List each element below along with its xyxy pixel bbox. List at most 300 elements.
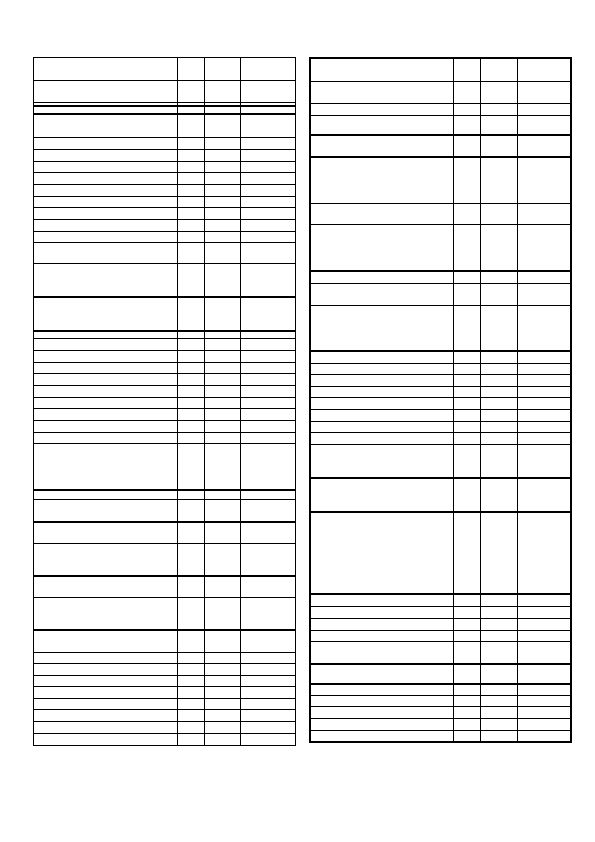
left-table-row	[34, 351, 296, 363]
left-table-cell	[178, 490, 205, 500]
left-table-cell	[34, 197, 178, 208]
left-table-cell	[205, 185, 241, 197]
left-table-cell	[34, 664, 178, 676]
left-table-cell	[178, 386, 205, 398]
left-table-cell	[241, 264, 296, 297]
right-table-cell	[480, 363, 517, 374]
left-table-cell	[241, 297, 296, 331]
right-table-cell	[480, 432, 517, 444]
right-table-cell	[310, 606, 453, 618]
right-table-cell	[517, 81, 571, 103]
right-table-cell	[310, 363, 453, 374]
right-table-cell	[517, 730, 571, 742]
right-table-cell	[310, 81, 453, 103]
right-table-cell	[310, 630, 453, 641]
left-table-row	[34, 687, 296, 699]
right-table-cell	[480, 618, 517, 630]
right-table-row	[310, 421, 571, 432]
right-table-cell	[517, 421, 571, 432]
left-table-cell	[241, 243, 296, 264]
left-table-cell	[34, 630, 178, 653]
right-table-row	[310, 641, 571, 664]
right-table-cell	[517, 397, 571, 409]
left-table-cell	[241, 664, 296, 676]
left-table-cell	[178, 544, 205, 576]
right-table-cell	[517, 664, 571, 684]
left-table-row	[34, 150, 296, 162]
left-table-cell	[205, 243, 241, 264]
right-table-cell	[517, 363, 571, 374]
right-table-cell	[480, 512, 517, 594]
right-table-cell	[310, 351, 453, 363]
right-table-row	[310, 283, 571, 305]
left-table-cell	[34, 81, 178, 103]
right-table-cell	[517, 135, 571, 157]
left-table-cell	[178, 363, 205, 374]
left-table-cell	[34, 490, 178, 500]
right-table-cell	[480, 684, 517, 695]
right-table-cell	[480, 81, 517, 103]
left-table-row	[34, 339, 296, 351]
right-table-cell	[453, 730, 480, 742]
right-table-cell	[453, 695, 480, 706]
left-table-cell	[205, 630, 241, 653]
right-table-cell	[453, 409, 480, 421]
right-table-cell	[480, 594, 517, 606]
right-table-cell	[453, 135, 480, 157]
left-table-cell	[34, 710, 178, 722]
right-table-cell	[480, 706, 517, 718]
left-table-row	[34, 734, 296, 746]
right-table-cell	[480, 397, 517, 409]
right-table-row	[310, 432, 571, 444]
left-table-row	[34, 699, 296, 710]
left-table-cell	[241, 339, 296, 351]
left-table-cell	[178, 264, 205, 297]
right-table-cell	[453, 271, 480, 283]
left-table-cell	[241, 351, 296, 363]
left-table-cell	[205, 197, 241, 208]
left-table-cell	[241, 421, 296, 433]
left-table-cell	[34, 339, 178, 351]
left-table-cell	[178, 433, 205, 444]
right-table-row	[310, 630, 571, 641]
left-table-cell	[205, 544, 241, 576]
right-table-cell	[517, 103, 571, 115]
left-table-cell	[34, 409, 178, 421]
right-table-cell	[453, 386, 480, 397]
left-table-cell	[241, 208, 296, 220]
right-table-cell	[517, 58, 571, 81]
left-table-row	[34, 576, 296, 598]
right-table-cell	[310, 730, 453, 742]
right-table-row	[310, 351, 571, 363]
left-table-cell	[34, 351, 178, 363]
left-table-cell	[178, 150, 205, 162]
left-table-cell	[205, 114, 241, 138]
left-table-cell	[178, 232, 205, 243]
right-table	[309, 57, 572, 743]
right-table-cell	[453, 421, 480, 432]
right-table-cell	[310, 421, 453, 432]
left-table-cell	[178, 138, 205, 150]
left-table-row	[34, 243, 296, 264]
right-table-cell	[310, 224, 453, 271]
right-table-cell	[310, 478, 453, 512]
left-table-cell	[34, 162, 178, 173]
right-table-cell	[310, 664, 453, 684]
left-table-cell	[205, 138, 241, 150]
left-table-cell	[178, 114, 205, 138]
right-table-cell	[310, 409, 453, 421]
left-table-cell	[178, 243, 205, 264]
left-table-cell	[205, 421, 241, 433]
left-table-cell	[178, 710, 205, 722]
right-table-cell	[517, 351, 571, 363]
right-table-cell	[480, 374, 517, 386]
left-table-row	[34, 173, 296, 185]
left-table-cell	[205, 522, 241, 544]
right-table-row	[310, 618, 571, 630]
left-table-cell	[205, 220, 241, 232]
right-table-cell	[480, 641, 517, 664]
left-table-cell	[178, 339, 205, 351]
right-table-cell	[517, 478, 571, 512]
left-table-row	[34, 386, 296, 398]
left-table-cell	[34, 58, 178, 81]
left-table-row	[34, 331, 296, 339]
left-table-cell	[34, 363, 178, 374]
left-table-row	[34, 363, 296, 374]
right-table-row	[310, 203, 571, 224]
left-table-cell	[241, 544, 296, 576]
right-table-cell	[453, 606, 480, 618]
left-table-cell	[178, 374, 205, 386]
left-table-cell	[241, 197, 296, 208]
right-table-cell	[453, 444, 480, 478]
left-table-row	[34, 490, 296, 500]
right-table-cell	[310, 444, 453, 478]
right-table-cell	[480, 135, 517, 157]
left-table-cell	[178, 722, 205, 734]
right-table-cell	[480, 203, 517, 224]
left-table-cell	[205, 409, 241, 421]
right-table-cell	[517, 706, 571, 718]
left-table-cell	[205, 351, 241, 363]
left-table-row	[34, 208, 296, 220]
right-table-cell	[480, 478, 517, 512]
left-table-cell	[34, 598, 178, 630]
right-table-cell	[480, 718, 517, 730]
right-table-cell	[453, 103, 480, 115]
right-table-cell	[310, 203, 453, 224]
left-table-cell	[34, 653, 178, 664]
left-table-row	[34, 374, 296, 386]
right-table-cell	[480, 421, 517, 432]
left-table-row	[34, 433, 296, 444]
right-table-cell	[453, 58, 480, 81]
left-table-cell	[34, 150, 178, 162]
right-table-row	[310, 224, 571, 271]
right-table-row	[310, 512, 571, 594]
right-table-cell	[517, 374, 571, 386]
left-table-cell	[241, 162, 296, 173]
left-table-cell	[34, 687, 178, 699]
left-table-cell	[205, 58, 241, 81]
left-table-cell	[205, 339, 241, 351]
left-table-cell	[34, 243, 178, 264]
left-table-cell	[241, 722, 296, 734]
right-table-cell	[453, 283, 480, 305]
left-table-cell	[241, 138, 296, 150]
left-table-cell	[205, 386, 241, 398]
right-table-cell	[480, 730, 517, 742]
left-table-cell	[178, 58, 205, 81]
left-table-cell	[205, 150, 241, 162]
left-table-cell	[241, 386, 296, 398]
left-table-row	[34, 58, 296, 81]
left-table-row	[34, 444, 296, 490]
left-table-cell	[178, 398, 205, 409]
right-table-cell	[310, 115, 453, 135]
right-table-cell	[310, 706, 453, 718]
right-table-cell	[453, 478, 480, 512]
left-table-cell	[178, 220, 205, 232]
right-table-cell	[517, 305, 571, 351]
right-table-row	[310, 706, 571, 718]
left-table-cell	[178, 351, 205, 363]
right-table-row	[310, 386, 571, 397]
left-table-row	[34, 114, 296, 138]
left-table-row	[34, 162, 296, 173]
right-table-row	[310, 444, 571, 478]
left-table-row	[34, 630, 296, 653]
right-table-cell	[517, 386, 571, 397]
left-table-cell	[205, 433, 241, 444]
left-table-cell	[205, 81, 241, 103]
right-table-cell	[310, 374, 453, 386]
right-table-cell	[310, 103, 453, 115]
right-table-cell	[453, 594, 480, 606]
left-table-cell	[205, 363, 241, 374]
right-table-cell	[310, 684, 453, 695]
left-table-cell	[241, 522, 296, 544]
left-table-cell	[241, 374, 296, 386]
left-table-cell	[34, 386, 178, 398]
left-table-cell	[178, 173, 205, 185]
right-table-cell	[517, 630, 571, 641]
right-table-cell	[453, 706, 480, 718]
left-table-cell	[178, 197, 205, 208]
right-table-cell	[453, 432, 480, 444]
left-table-cell	[205, 208, 241, 220]
left-table-cell	[205, 576, 241, 598]
left-table-cell	[34, 576, 178, 598]
right-table-cell	[480, 115, 517, 135]
left-table-row	[34, 138, 296, 150]
left-table-cell	[34, 676, 178, 687]
right-table-cell	[453, 397, 480, 409]
left-table-cell	[241, 220, 296, 232]
left-table-cell	[205, 598, 241, 630]
right-table-cell	[517, 695, 571, 706]
right-table-cell	[310, 432, 453, 444]
left-table-cell	[34, 297, 178, 331]
right-table-row	[310, 305, 571, 351]
left-table-cell	[178, 576, 205, 598]
left-table-body	[34, 58, 296, 746]
right-table-row	[310, 664, 571, 684]
left-table-cell	[178, 409, 205, 421]
left-table-cell	[178, 653, 205, 664]
left-table-cell	[205, 500, 241, 522]
left-table-cell	[241, 114, 296, 138]
right-table-cell	[517, 409, 571, 421]
left-table-cell	[34, 722, 178, 734]
left-table-cell	[205, 162, 241, 173]
left-table-row	[34, 106, 296, 114]
right-table-cell	[517, 115, 571, 135]
right-table-row	[310, 409, 571, 421]
right-table-cell	[310, 594, 453, 606]
right-table-cell	[310, 157, 453, 203]
left-table-cell	[178, 522, 205, 544]
right-table-cell	[310, 135, 453, 157]
left-table-row	[34, 598, 296, 630]
right-table-row	[310, 695, 571, 706]
right-table-row	[310, 135, 571, 157]
right-table-cell	[480, 305, 517, 351]
right-table-cell	[453, 224, 480, 271]
right-table-cell	[517, 512, 571, 594]
right-table-cell	[453, 684, 480, 695]
left-table-cell	[205, 722, 241, 734]
left-table-cell	[34, 500, 178, 522]
left-table-cell	[178, 734, 205, 746]
left-table-cell	[205, 699, 241, 710]
left-table-cell	[178, 500, 205, 522]
left-table-cell	[205, 734, 241, 746]
left-table-row	[34, 722, 296, 734]
right-table-cell	[517, 203, 571, 224]
right-table-cell	[310, 397, 453, 409]
left-table-row	[34, 664, 296, 676]
left-table-row	[34, 676, 296, 687]
left-table-cell	[241, 676, 296, 687]
right-table-cell	[480, 283, 517, 305]
left-table-cell	[241, 232, 296, 243]
left-table-cell	[241, 398, 296, 409]
left-table-cell	[241, 687, 296, 699]
right-table-cell	[453, 305, 480, 351]
right-table-cell	[453, 718, 480, 730]
right-table-cell	[480, 630, 517, 641]
left-table-cell	[178, 444, 205, 490]
right-table-cell	[517, 432, 571, 444]
left-table-cell	[34, 185, 178, 197]
right-table-cell	[310, 386, 453, 397]
right-table-cell	[480, 409, 517, 421]
left-table-row	[34, 297, 296, 331]
right-table-cell	[453, 157, 480, 203]
left-table-cell	[178, 598, 205, 630]
left-table-cell	[205, 398, 241, 409]
left-table-row	[34, 185, 296, 197]
left-table-cell	[178, 106, 205, 114]
right-table-cell	[310, 695, 453, 706]
left-table-cell	[241, 106, 296, 114]
left-table-row	[34, 710, 296, 722]
right-table-cell	[517, 157, 571, 203]
right-table-row	[310, 606, 571, 618]
right-table-cell	[310, 283, 453, 305]
right-table-cell	[480, 386, 517, 397]
right-table-row	[310, 115, 571, 135]
left-table-row	[34, 81, 296, 103]
left-table-cell	[178, 331, 205, 339]
left-table-cell	[241, 173, 296, 185]
left-table-cell	[178, 297, 205, 331]
right-table-cell	[453, 512, 480, 594]
right-table-row	[310, 594, 571, 606]
left-table	[33, 57, 296, 746]
left-table-cell	[34, 522, 178, 544]
left-table-row	[34, 264, 296, 297]
left-table-cell	[241, 576, 296, 598]
left-table-row	[34, 398, 296, 409]
right-table-cell	[480, 606, 517, 618]
left-table-cell	[205, 264, 241, 297]
left-table-row	[34, 220, 296, 232]
right-table-cell	[517, 684, 571, 695]
right-table-row	[310, 58, 571, 81]
right-table-cell	[517, 271, 571, 283]
left-table-row	[34, 421, 296, 433]
right-table-cell	[310, 305, 453, 351]
right-table-cell	[453, 641, 480, 664]
left-table-cell	[34, 374, 178, 386]
left-table-cell	[205, 687, 241, 699]
left-table-cell	[178, 664, 205, 676]
right-table-cell	[517, 718, 571, 730]
left-table-cell	[34, 398, 178, 409]
left-table-cell	[205, 664, 241, 676]
left-table-cell	[241, 409, 296, 421]
right-table-cell	[480, 664, 517, 684]
right-table-cell	[517, 224, 571, 271]
right-table-cell	[480, 444, 517, 478]
left-table-cell	[241, 699, 296, 710]
left-table-row	[34, 500, 296, 522]
right-table-row	[310, 103, 571, 115]
right-table-body	[310, 58, 571, 742]
left-table-cell	[241, 630, 296, 653]
left-table-cell	[205, 232, 241, 243]
right-table-row	[310, 81, 571, 103]
left-table-cell	[178, 687, 205, 699]
right-table-row	[310, 271, 571, 283]
left-table-cell	[241, 653, 296, 664]
left-table-cell	[178, 208, 205, 220]
left-table-cell	[241, 710, 296, 722]
right-table-cell	[480, 695, 517, 706]
left-table-cell	[34, 138, 178, 150]
left-table-cell	[34, 173, 178, 185]
left-table-cell	[178, 185, 205, 197]
right-table-cell	[517, 641, 571, 664]
right-table-cell	[310, 512, 453, 594]
left-table-row	[34, 544, 296, 576]
